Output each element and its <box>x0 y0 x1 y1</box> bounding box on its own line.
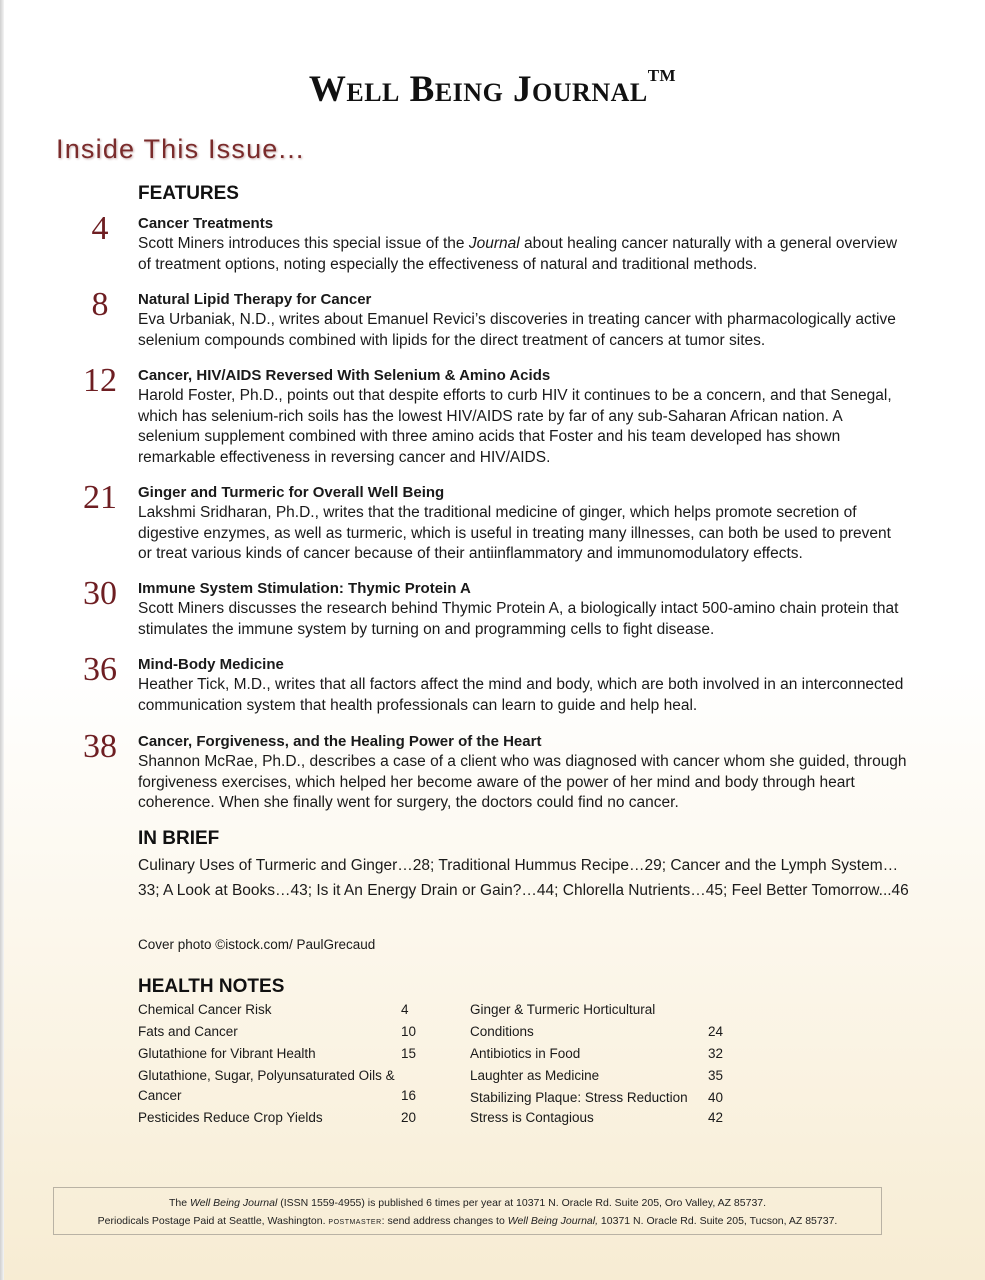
feature-page-number: 12 <box>83 362 117 399</box>
feature-title: Ginger and Turmeric for Overall Well Being <box>138 484 445 501</box>
feature-title: Cancer, Forgiveness, and the Healing Power of the Heart <box>138 733 542 750</box>
health-notes-right-column <box>470 999 740 1129</box>
feature-title: Mind-Body Medicine <box>138 656 284 673</box>
cover-photo-credit: Cover photo ©istock.com/ PaulGrecaud <box>138 937 376 952</box>
health-note-item[interactable]: Ginger & Turmeric Horticultural Conditions 24 <box>470 1002 724 1039</box>
in-brief-heading: IN BRIEF <box>138 828 220 849</box>
feature-title: Natural Lipid Therapy for Cancer <box>138 291 372 308</box>
health-note-item[interactable]: Glutathione for Vibrant Health 15 <box>138 1046 417 1061</box>
feature-description: Shannon McRae, Ph.D., describes a case of a client who was diagnosed with cancer whom she guided, through forgiveness exercises, which helped her become aware of the power of her mind and body through heart coherence. When she finally went for surgery, the doctors could find no cancer. <box>138 753 907 811</box>
trademark-mark: TM <box>647 66 677 85</box>
masthead-title: Well Being Journal <box>308 69 648 110</box>
health-note-item[interactable]: Fats and Cancer 10 <box>138 1024 417 1039</box>
feature-page-number: 30 <box>83 575 117 612</box>
feature-title: Cancer, HIV/AIDS Reversed With Selenium & Amino Acids <box>138 367 551 384</box>
health-note-item[interactable]: Laughter as Medicine 35 <box>470 1068 724 1083</box>
health-note-item[interactable]: Stabilizing Plaque: Stress Reduction 40 <box>470 1090 724 1105</box>
feature-page-number: 4 <box>91 210 109 247</box>
feature-description: Lakshmi Sridharan, Ph.D., writes that the traditional medicine of ginger, which helps promote secretion of digestive enzymes, as well as turmeric, which is useful in treating many illnesses, can both be used to prevent or treat various kinds of cancer because of their antiinflammatory and immunomodulatory effects. <box>138 504 891 562</box>
in-brief-text: Culinary Uses of Turmeric and Ginger…28; Traditional Hummus Recipe…29; Cancer and the Lymph System…33; A Look at Books…43; Is it An Energy Drain or Gain?…44; Chlorella Nutrients…45; Feel Better Tomorrow...46 <box>138 857 909 899</box>
left-edge-shadow <box>0 0 4 1280</box>
health-note-item[interactable]: Pesticides Reduce Crop Yields 20 <box>138 1110 417 1125</box>
inside-this-issue-heading: Inside This Issue... <box>56 134 305 164</box>
health-note-item[interactable]: Glutathione, Sugar, Polyunsaturated Oils & Cancer 16 <box>138 1068 417 1103</box>
feature-description: Eva Urbaniak, N.D., writes about Emanuel Revici’s discoveries in treating cancer with pharmacologically active selenium compounds combined with lipids for the direct treatment of cancers at tumor sites. <box>138 311 896 349</box>
feature-page-number: 38 <box>83 728 117 765</box>
footer-line-1: The Well Being Journal (ISSN 1559-4955) is published 6 times per year at 10371 N. Oracle Rd. Suite 205, Oro Valley, AZ 85737. <box>168 1197 767 1209</box>
feature-page-number: 8 <box>91 286 109 323</box>
health-notes-left-column <box>138 999 428 1129</box>
health-note-item[interactable]: Antibiotics in Food 32 <box>470 1046 724 1061</box>
footer-line-2: Periodicals Postage Paid at Seattle, Washington. postmaster: send address changes to Well Being Journal, 10371 N. Oracle Rd. Suite 205, Tucson, AZ 85737. <box>97 1215 838 1227</box>
feature-page-number: 36 <box>83 651 117 688</box>
masthead <box>0 66 985 111</box>
feature-page-number: 21 <box>83 479 117 516</box>
health-note-item[interactable]: Chemical Cancer Risk 4 <box>138 1002 409 1017</box>
publication-footer <box>53 1187 882 1235</box>
feature-description: Scott Miners introduces this special issue of the Journal about healing cancer naturally with a general overview of treatment options, noting especially the effectiveness of natural and traditional methods. <box>138 235 898 273</box>
feature-description: Scott Miners discusses the research behind Thymic Protein A, a biologically intact 500-amino chain protein that stimulates the immune system by turning on and programming cells to fight disease. <box>138 600 899 638</box>
features-heading: FEATURES <box>138 183 239 204</box>
feature-title: Cancer Treatments <box>138 215 274 232</box>
feature-title: Immune System Stimulation: Thymic Protein A <box>138 580 471 597</box>
health-notes-heading: HEALTH NOTES <box>138 976 285 997</box>
feature-description: Heather Tick, M.D., writes that all factors affect the mind and body, which are both involved in an interconnected communication system that health professionals can learn to guide and help heal. <box>138 676 904 714</box>
health-note-item[interactable]: Stress is Contagious 42 <box>470 1110 724 1125</box>
feature-description: Harold Foster, Ph.D., points out that despite efforts to curb HIV it continues to be a concern, and that Senegal, which has selenium-rich soils has the lowest HIV/AIDS rate by far of any sub-Saharan African nation. A selenium supplement combined with three amino acids that Foster and his team developed has shown remarkable effectiveness in reversing cancer and HIV/AIDS. <box>138 387 892 466</box>
